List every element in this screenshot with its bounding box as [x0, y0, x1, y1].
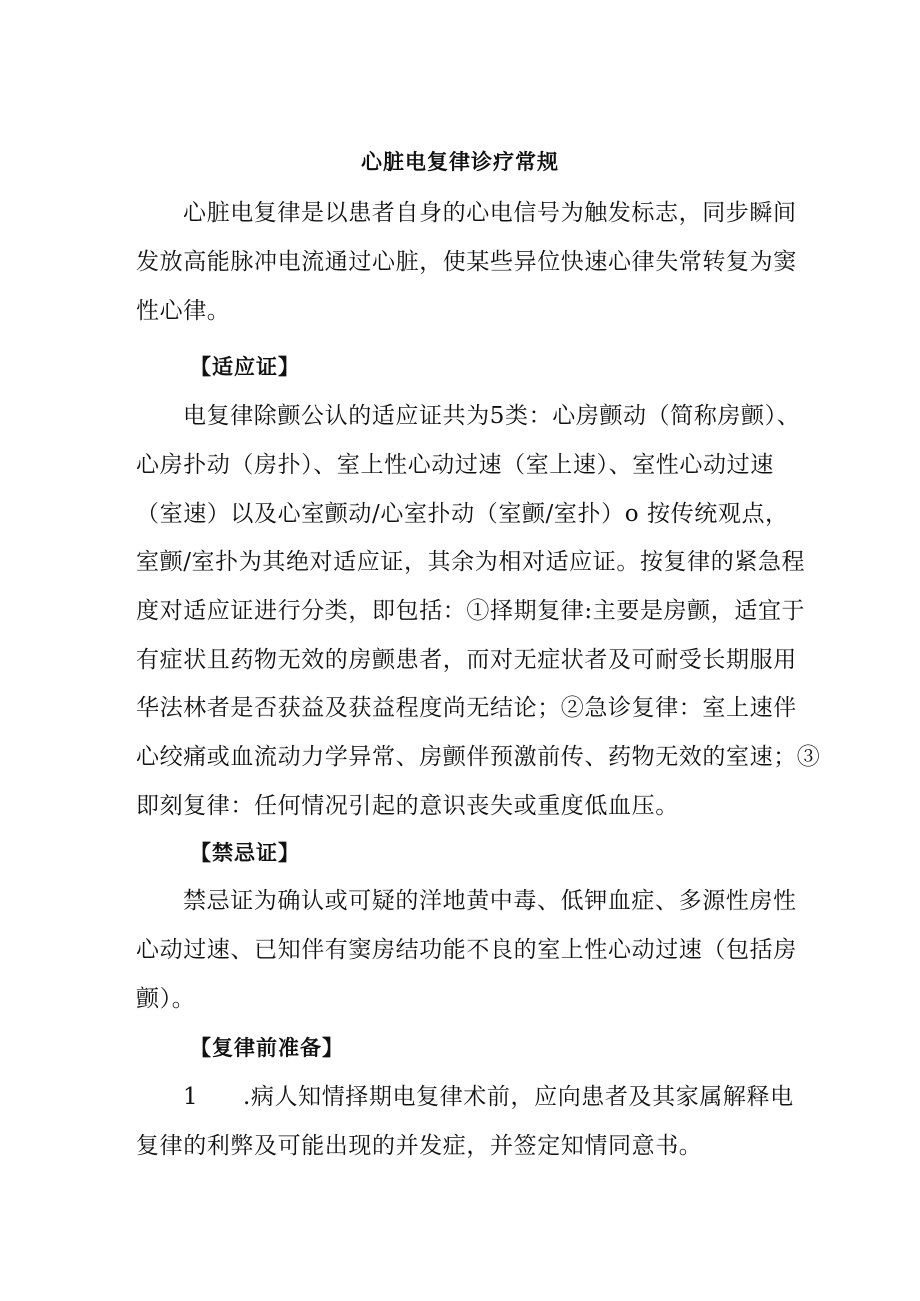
indications-line-5: 度对适应证进行分类，即包括：①择期复律:主要是房颤，适宜于	[136, 598, 806, 624]
intro-line-1: 心脏电复律是以患者自身的心电信号为触发标志，同步瞬间	[183, 200, 797, 226]
indications-line-4: 室颤/室扑为其绝对适应证，其余为相对适应证。按复律的紧急程	[136, 549, 806, 575]
list-item-number: 1	[183, 1084, 199, 1110]
indications-line-6: 有症状且药物无效的房颤患者，而对无症状者及可耐受长期服用	[136, 647, 797, 673]
contraindications-line-2: 心动过速、已知伴有窦房结功能不良的室上性心动过速（包括房	[136, 937, 797, 963]
preparation-item-1-text: .病人知情择期电复律术前，应向患者及其家属解释电	[243, 1084, 794, 1110]
indications-line-3: （室速）以及心室颤动/心室扑动（室颤/室扑）o 按传统观点，	[136, 501, 789, 527]
indications-line-8: 心绞痛或血流动力学异常、房颤伴预激前传、药物无效的室速；③	[136, 744, 821, 770]
section-heading-indications: 【适应证】	[190, 355, 300, 379]
indications-line-7: 华法林者是否获益及获益程度尚无结论；②急诊复律：室上速伴	[136, 695, 797, 721]
indications-line-9: 即刻复律：任何情况引起的意识丧失或重度低血压。	[136, 793, 679, 819]
document-title: 心脏电复律诊疗常规	[361, 150, 559, 174]
indications-line-2: 心房扑动（房扑）、室上性心动过速（室上速）、室性心动过速	[136, 452, 774, 478]
intro-line-3: 性心律。	[136, 298, 231, 324]
section-heading-contraindications: 【禁忌证】	[190, 841, 300, 865]
intro-line-2: 发放高能脉冲电流通过心脏，使某些异位快速心律失常转复为窦	[136, 249, 797, 275]
contraindications-line-1: 禁忌证为确认或可疑的洋地黄中毒、低钾血症、多源性房性	[183, 888, 797, 914]
contraindications-line-3: 颤）。	[136, 986, 196, 1012]
preparation-item-1-line-2: 复律的利弊及可能出现的并发症，并签定知情同意书。	[136, 1133, 703, 1159]
section-heading-preparation: 【复律前准备】	[190, 1036, 344, 1060]
preparation-item-1-line-1	[183, 1082, 796, 1112]
indications-line-1: 电复律除颤公认的适应证共为5类：心房颤动（简称房颤）、	[183, 403, 801, 429]
